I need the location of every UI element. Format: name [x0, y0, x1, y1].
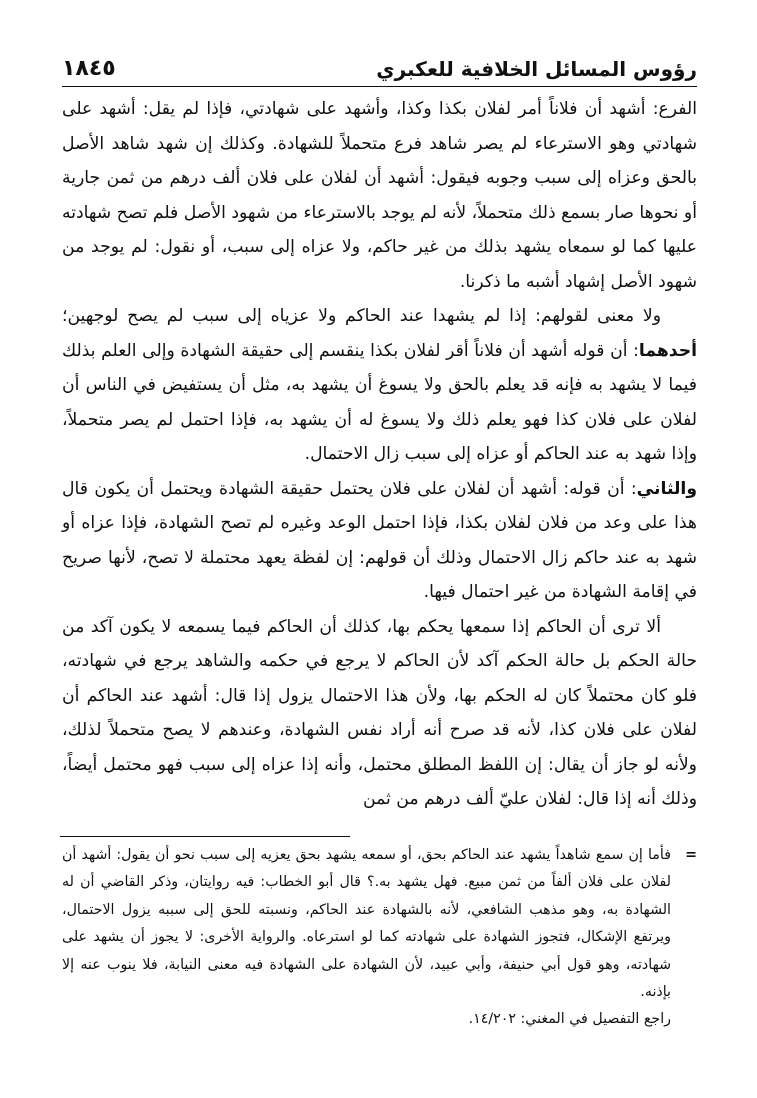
paragraph-2 [62, 299, 697, 472]
first-reason-label: أحدهما [638, 340, 697, 361]
first-reason-text: : أن قوله أشهد أن فلاناً أقر لفلان بكذا ينقسم إلى حقيقة الشهادة وإلى العلم بذلك فيما لا يشهد به فإنه قد يعلم بالحق ولا يسوغ أن يشهد به، مثل أن يستفيض في الناس أن لفلان على فلان كذا فهو يعلم ذلك ولا يسوغ له أن يشهد به، فإذا احتمل لم يصر متحملاً، وإذا شهد به عند الحاكم أو عزاه إلى سبب زال الاحتمال. [62, 340, 697, 464]
second-reason-label: والثاني [636, 478, 697, 499]
footnotes [62, 842, 697, 1034]
main-text [62, 92, 697, 817]
continuation-mark: = [685, 847, 697, 863]
footnote-separator [60, 836, 350, 837]
page-number: ١٨٤٥ [62, 56, 116, 81]
paragraph-1: الفرع: أشهد أن فلاناً أمر لفلان بكذا وكذا، وأشهد على شهادتي، فإذا لم يقل: أشهد على شهادتي وهو الاسترعاء لم يصر شاهد فرع متحملاً للشهادة. وكذلك إن شهد شاهد الأصل بالحق وعزاه إلى سبب وجوبه فيقول: أشهد أن لفلان على فلان ألف درهم من ثمن جارية أو نحوها صار بسمع ذلك متحملاً، لأنه لم يوجد بالاسترعاء من شهود الأصل فلم تصح شهادته عليها كما لو سمعاه يشهد بذلك من غير حاكم، ولا عزاه إلى سبب، أو نقول: لم يوجد من شهود الأصل إشهاد أشبه ما ذكرنا. [62, 99, 697, 292]
paragraph-3 [62, 472, 697, 610]
page-header [62, 52, 697, 87]
second-reason-text: : أن قوله: أشهد أن لفلان على فلان يحتمل حقيقة الشهادة ويحتمل أن يكون قال هذا على وعد من فلان لفلان بكذا، فإذا احتمل الوعد وغيره لم تصح الشهادة، فإذا عزاه أو شهد به عند حاكم زال الاحتمال وذلك أن قولهم: إن لفظة يعهد محتملة لا تصح، لأنها صريح في إقامة الشهادة من غير احتمال فيها. [62, 478, 697, 602]
paragraph-4: ألا ترى أن الحاكم إذا سمعها يحكم بها، كذلك أن الحاكم فيما يسمعه لا يكون آكد من حالة الحكم بل حالة الحكم آكد لأن الحاكم لا يرجع في حكمه والشاهد يرجع في شهادته، فلو كان محتملاً كان له الحكم بها، ولأن هذا الاحتمال يزول إذا قال: أشهد عند الحاكم أن لفلان على فلان كذا، لأنه قد صرح أنه أراد نفس الشهادة، وعندهم لا يصح متحملاً لذلك، ولأنه لو جاز أن يقال: إن اللفظ المطلق محتمل، وأنه إذا عزاه إلى سبب فهو محتمل أيضاً، وذلك أنه إذا قال: لفلان عليّ ألف درهم من ثمن [62, 616, 697, 809]
footnote-continuation [62, 842, 697, 1006]
paragraph-2-intro: ولا معنى لقولهم: إذا لم يشهدا عند الحاكم ولا عزياه إلى سبب لم يصح لوجهين؛ [62, 306, 661, 326]
running-title: رؤوس المسائل الخلافية للعكبري [376, 57, 697, 81]
footnote-text: فأما إن سمع شاهداً يشهد عند الحاكم بحق، أو سمعه يشهد بحق يعزيه إلى سبب نحو أن يقول: أشهد أن لفلان على فلان ألفاً من ثمن مبيع. فهل يشهد به.؟ قال أبو الخطاب: فيه روايتان، وذكر القاضي أن له الشهادة به، وهو مذهب الشافعي، لأنه بالشهادة عند الحاكم، ونسبته للحق إلى سببه يزول الاحتمال، ويرتفع الإشكال، فتجوز الشهادة على شهادته كما لو استرعاه. والرواية الأخرى: لا يجوز أن يشهد على شهادته، وهو قول أبي حنيفة، وأبي عبيد، لأن الشهادة على الشهادة فيه معنى النيابة، فلا ينوب عنه إلا بإذنه. [62, 847, 671, 1001]
footnote-reference: راجع التفصيل في المغني: ١٤/٢٠٢. [468, 1011, 671, 1028]
